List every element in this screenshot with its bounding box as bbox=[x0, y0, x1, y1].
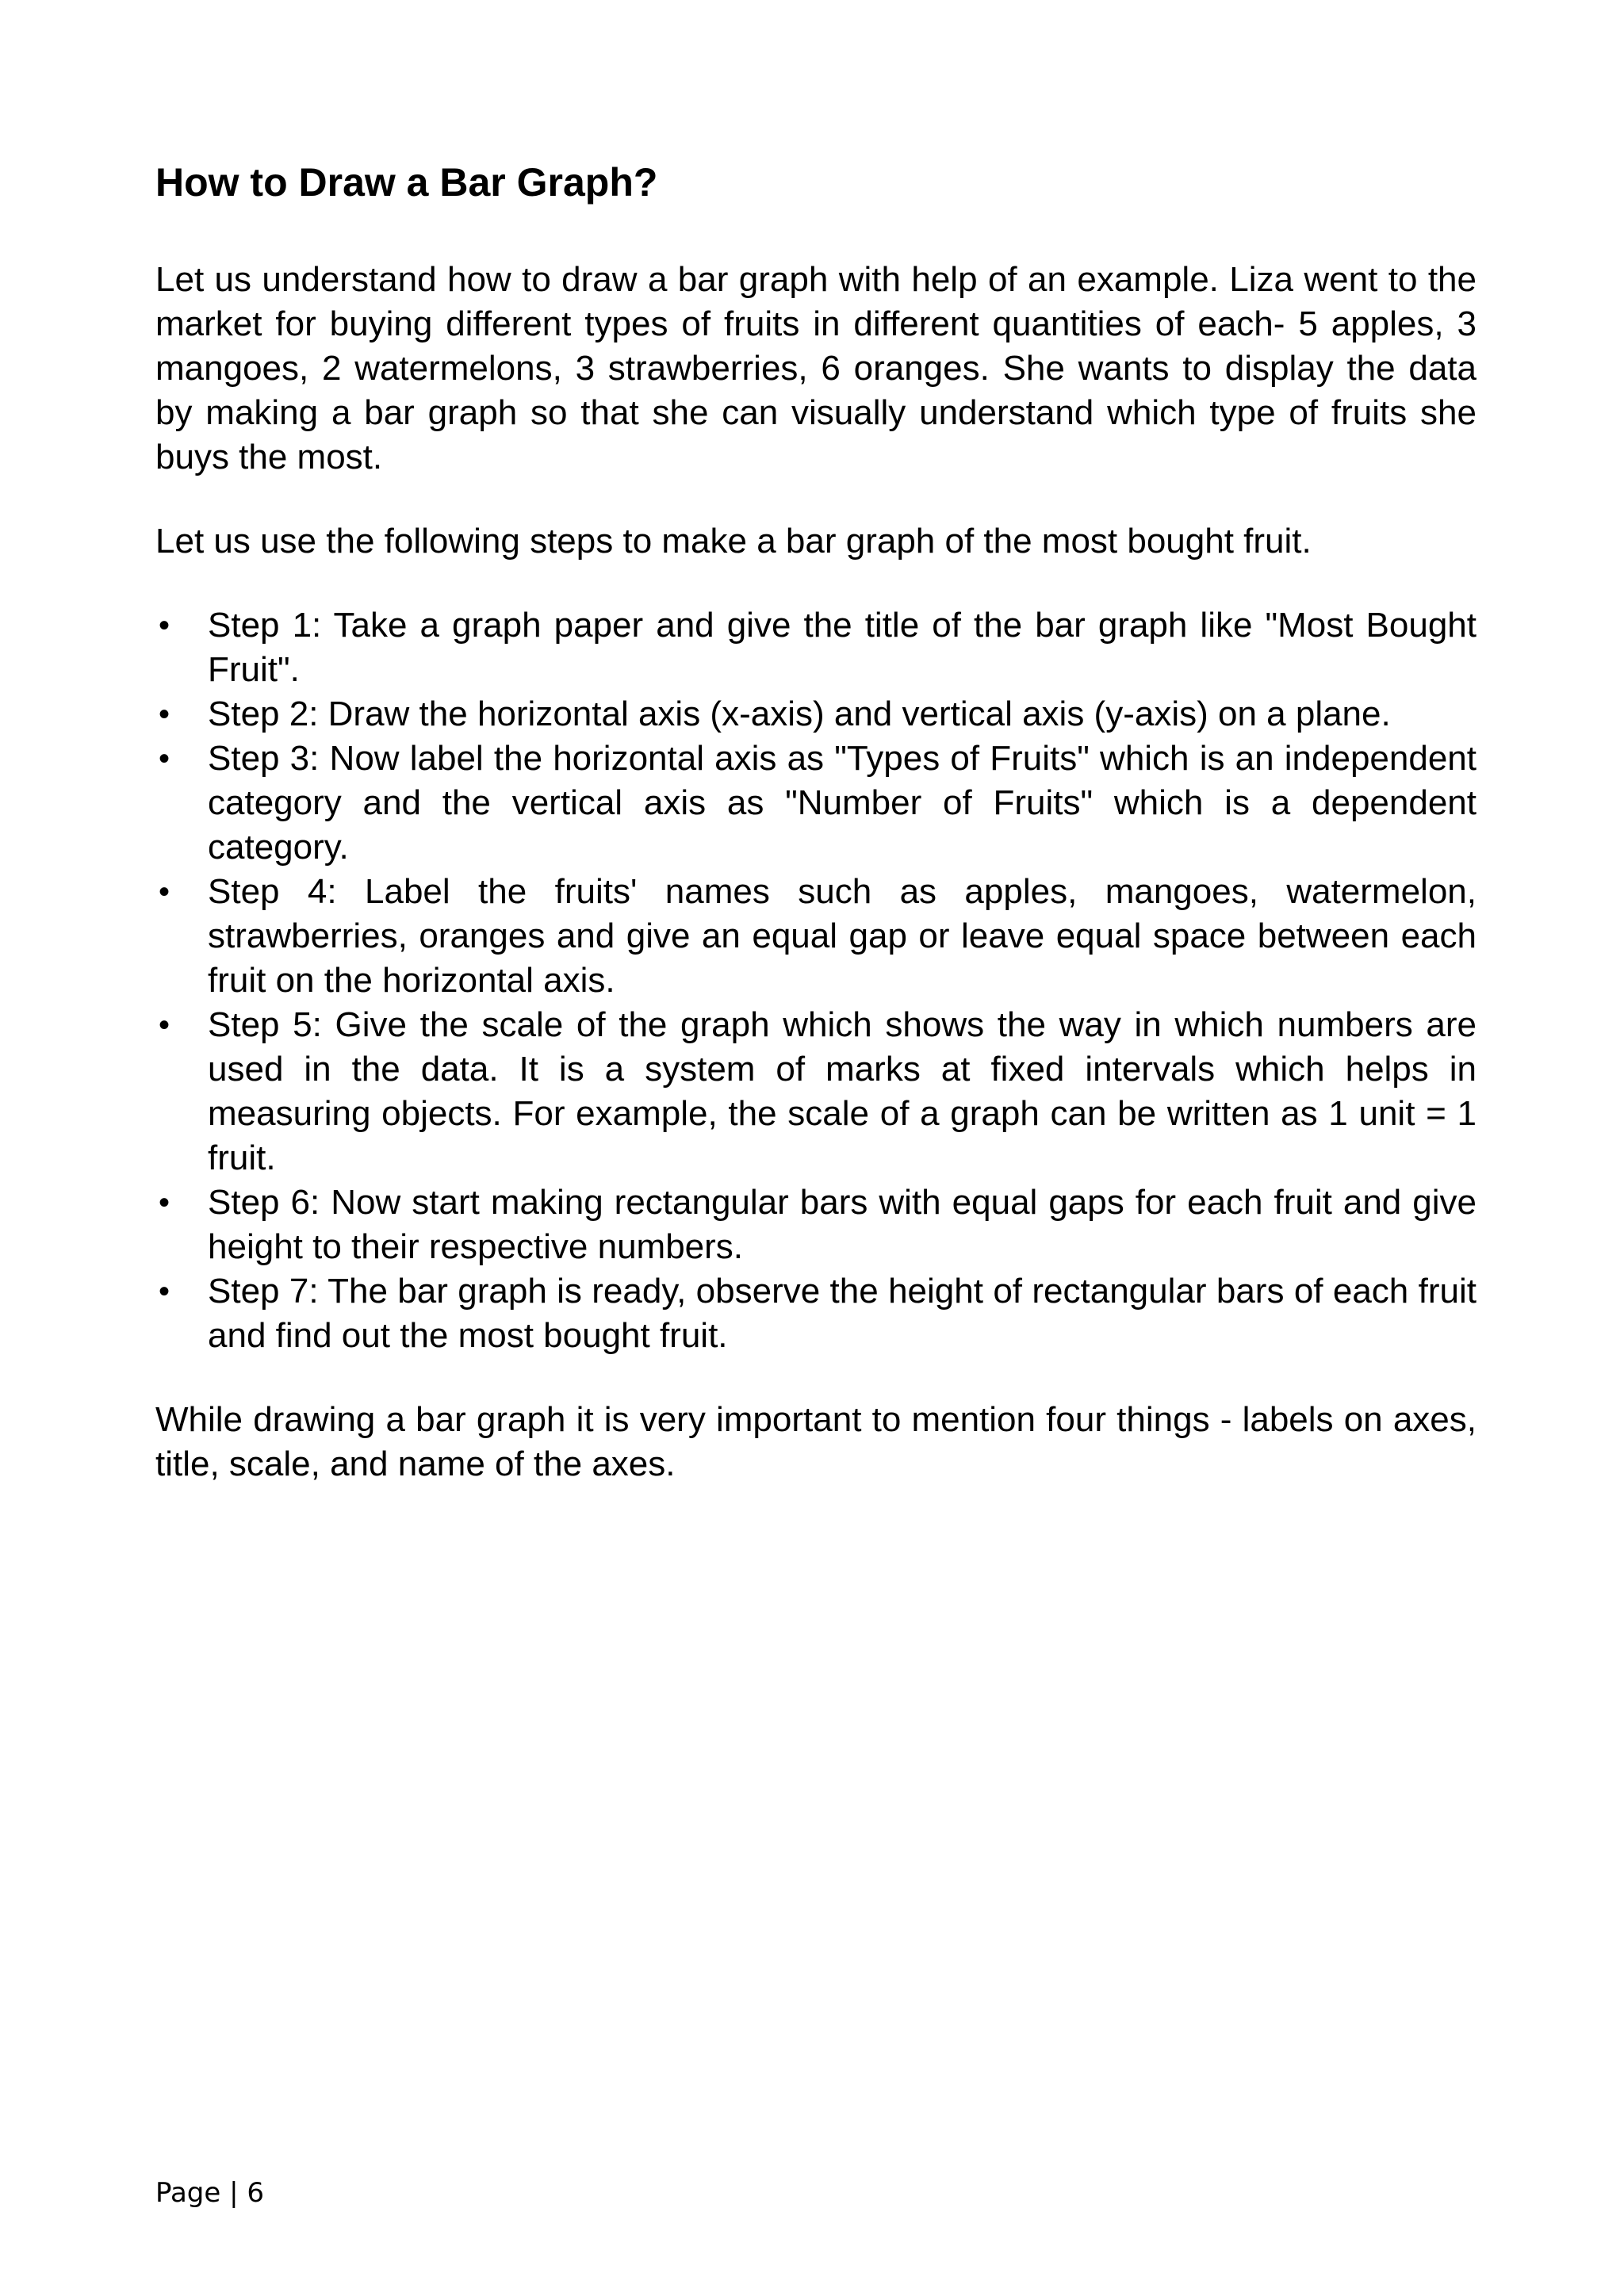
list-item bbox=[155, 870, 1477, 1003]
step-text: Step 2: Draw the horizontal axis (x-axis) and vertical axis (y-axis) on a plane. bbox=[208, 695, 1391, 733]
page-content bbox=[155, 147, 1477, 1487]
step-text: Step 6: Now start making rectangular bars with equal gaps for each fruit and give height to their respective numbers. bbox=[208, 1183, 1477, 1266]
step-text: Step 3: Now label the horizontal axis as "Types of Fruits" which is an independent category and the vertical axis as "Number of Fruits" which is a dependent category. bbox=[208, 739, 1477, 867]
list-item bbox=[155, 1181, 1477, 1269]
step-text: Step 1: Take a graph paper and give the title of the bar graph like "Most Bought Fruit". bbox=[208, 606, 1477, 689]
steps-list bbox=[155, 603, 1477, 1358]
lead-paragraph: Let us use the following steps to make a bar graph of the most bought fruit. bbox=[155, 522, 1312, 561]
bullet-icon: • bbox=[159, 1185, 170, 1220]
bullet-icon: • bbox=[159, 1008, 170, 1043]
list-item bbox=[155, 692, 1477, 737]
closing-paragraph: While drawing a bar graph it is very important to mention four things - labels on axes, title, scale, and name of the axes. bbox=[155, 1400, 1477, 1483]
list-item bbox=[155, 1269, 1477, 1358]
bullet-icon: • bbox=[159, 608, 170, 643]
bullet-icon: • bbox=[159, 1274, 170, 1309]
page-heading: How to Draw a Bar Graph? bbox=[155, 160, 658, 205]
step-text: Step 7: The bar graph is ready, observe the height of rectangular bars of each fruit and find out the most bought fruit. bbox=[208, 1272, 1477, 1355]
bullet-icon: • bbox=[159, 874, 170, 909]
bullet-icon: • bbox=[159, 697, 170, 732]
intro-paragraph: Let us understand how to draw a bar graph with help of an example. Liza went to the market for buying different types of fruits in different quantities of each- 5 apples, 3 mangoes, 2 watermelons, 3 strawberries, 6 oranges. She wants to display the data by making a bar graph so that she can visually understand which type of fruits she buys the most. bbox=[155, 260, 1477, 476]
step-text: Step 5: Give the scale of the graph which shows the way in which numbers are used in the data. It is a system of marks at fixed intervals which helps in measuring objects. For example, the scale of a graph can be written as 1 unit = 1 fruit. bbox=[208, 1005, 1477, 1177]
list-item bbox=[155, 1003, 1477, 1181]
step-text: Step 4: Label the fruits' names such as apples, mangoes, watermelon, strawberries, oranges and give an equal gap or leave equal space between each fruit on the horizontal axis. bbox=[208, 872, 1477, 1000]
list-item bbox=[155, 737, 1477, 870]
list-item bbox=[155, 603, 1477, 692]
bullet-icon: • bbox=[159, 741, 170, 776]
page-number: Page | 6 bbox=[155, 2177, 265, 2209]
